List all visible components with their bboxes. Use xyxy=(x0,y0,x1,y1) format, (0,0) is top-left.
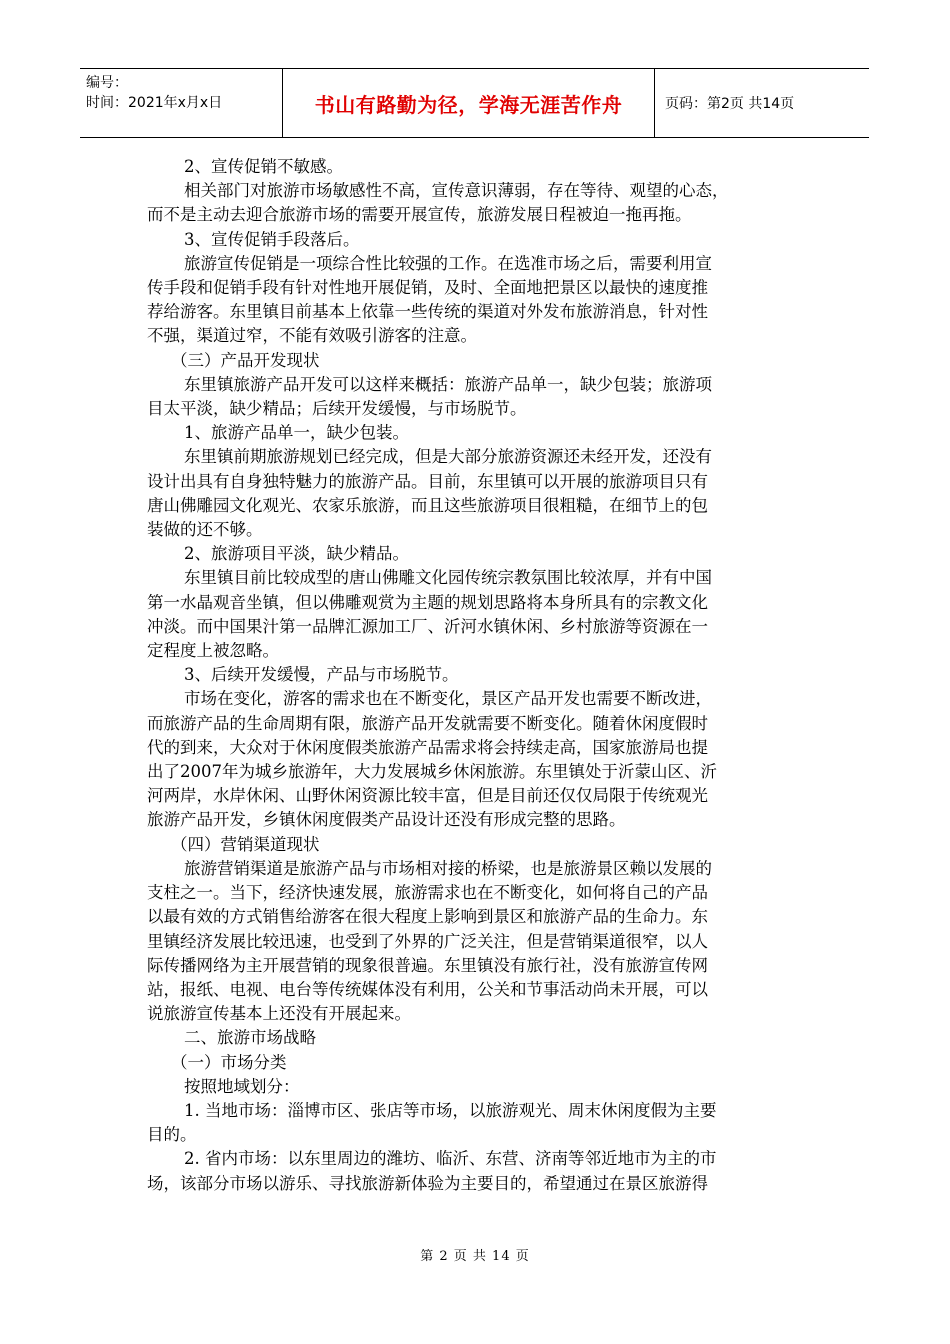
paragraph-line: 按照地域划分： xyxy=(184,1076,300,1096)
paragraph-line: 东里镇旅游产品开发可以这样来概括：旅游产品单一，缺少包装；旅游项 xyxy=(184,374,712,394)
list-item: 1. 当地市场：淄博市区、张店等市场，以旅游观光、周末休闲度假为主要 xyxy=(184,1100,717,1120)
subheading: 2、旅游项目平淡，缺少精品。 xyxy=(184,544,409,564)
paragraph-line: 冲淡。而中国果汁第一品牌汇源加工厂、沂河水镇休闲、乡村旅游等资源在一 xyxy=(147,616,708,636)
paragraph-line: 而不是主动去迎合旅游市场的需要开展宣传，旅游发展日程被迫一拖再拖。 xyxy=(147,205,692,225)
paragraph-line: 支柱之一。当下，经济快速发展，旅游需求也在不断变化，如何将自己的产品 xyxy=(147,883,708,903)
paragraph-line: 设计出具有自身独特魅力的旅游产品。目前，东里镇可以开展的旅游项目只有 xyxy=(147,471,708,491)
paragraph-line: 唐山佛雕园文化观光、农家乐旅游，而且这些旅游项目很粗糙，在细节上的包 xyxy=(147,495,708,515)
section-heading: （三）产品开发现状 xyxy=(171,350,320,370)
paragraph-line: 定程度上被忽略。 xyxy=(147,641,279,661)
header-meta xyxy=(80,69,283,137)
paragraph-line: 际传播网络为主开展营销的现象很普遍。东里镇没有旅行社，没有旅游宣传网 xyxy=(147,955,708,975)
subheading: 2、宣传促销不敏感。 xyxy=(184,157,343,176)
paragraph-line: 河两岸，水岸休闲、山野休闲资源比较丰富，但是目前还仅仅局限于传统观光 xyxy=(147,786,708,806)
paragraph-line: 说旅游宣传基本上还没有开展起来。 xyxy=(147,1004,411,1024)
chapter-heading: 二、旅游市场战略 xyxy=(184,1028,316,1048)
paragraph-line: 站，报纸、电视、电台等传统媒体没有利用，公关和节事活动尚未开展，可以 xyxy=(147,979,708,999)
page-header xyxy=(80,68,869,138)
paragraph-line: 东里镇目前比较成型的唐山佛雕文化园传统宗教氛围比较浓厚，并有中国 xyxy=(184,568,712,588)
paragraph-line: 市场在变化，游客的需求也在不断变化，景区产品开发也需要不断改进， xyxy=(184,689,712,709)
paragraph-line: 东里镇前期旅游规划已经完成，但是大部分旅游资源还未经开发，还没有 xyxy=(184,447,712,467)
list-item: 2. 省内市场：以东里周边的潍坊、临沂、东营、济南等邻近地市为主的市 xyxy=(184,1149,717,1169)
section-heading: （四）营销渠道现状 xyxy=(171,834,320,854)
paragraph-line: 旅游宣传促销是一项综合性比较强的工作。在选准市场之后，需要利用宣 xyxy=(184,253,712,273)
paragraph-line: 出了2007年为城乡旅游年，大力发展城乡休闲旅游。东里镇处于沂蒙山区、沂 xyxy=(147,762,717,782)
paragraph-line: 目的。 xyxy=(147,1125,197,1145)
paragraph-line: 荐给游客。东里镇目前基本上依靠一些传统的渠道对外发布旅游消息，针对性 xyxy=(147,302,708,322)
paragraph-line: 里镇经济发展比较迅速，也受到了外界的广泛关注，但是营销渠道很窄，以人 xyxy=(147,931,708,951)
subheading: 1、旅游产品单一，缺少包装。 xyxy=(184,423,409,443)
paragraph-line: 相关部门对旅游市场敏感性不高，宣传意识薄弱，存在等待、观望的心态， xyxy=(184,181,729,201)
header-page-number: 页码：第2页 共14页 xyxy=(665,96,795,112)
document-body xyxy=(147,155,807,1196)
paragraph-line: 而旅游产品的生命周期有限，旅游产品开发就需要不断变化。随着休闲度假时 xyxy=(147,713,708,733)
paragraph-line: 代的到来，大众对于休闲度假类旅游产品需求将会持续走高，国家旅游局也提 xyxy=(147,737,708,757)
paragraph-line: 目太平淡，缺少精品；后续开发缓慢，与市场脱节。 xyxy=(147,399,527,419)
paragraph-line: 场，该部分市场以游乐、寻找旅游新体验为主要目的，希望通过在景区旅游得 xyxy=(147,1173,708,1193)
document-date-label: 时间：2021年x月x日 xyxy=(86,95,223,111)
document-number-label: 编号： xyxy=(86,75,128,91)
page-footer: 第 2 页 共 14 页 xyxy=(420,1249,530,1264)
header-motto: 书山有路勤为径，学海无涯苦作舟 xyxy=(283,69,655,137)
paragraph-line: 旅游产品开发，乡镇休闲度假类产品设计还没有形成完整的思路。 xyxy=(147,810,626,830)
paragraph-line: 不强，渠道过窄，不能有效吸引游客的注意。 xyxy=(147,326,477,346)
paragraph-line: 传手段和促销手段有针对性地开展促销，及时、全面地把景区以最快的速度推 xyxy=(147,278,708,298)
paragraph-line: 第一水晶观音坐镇，但以佛雕观赏为主题的规划思路将本身所具有的宗教文化 xyxy=(147,592,708,612)
paragraph-line: 装做的还不够。 xyxy=(147,520,263,540)
subheading: 3、宣传促销手段落后。 xyxy=(184,229,360,249)
section-heading: （一）市场分类 xyxy=(171,1052,287,1072)
subheading: 3、后续开发缓慢，产品与市场脱节。 xyxy=(184,665,459,685)
paragraph-line: 旅游营销渠道是旅游产品与市场相对接的桥梁，也是旅游景区赖以发展的 xyxy=(184,858,712,878)
paragraph-line: 以最有效的方式销售给游客在很大程度上影响到景区和旅游产品的生命力。东 xyxy=(147,907,708,927)
